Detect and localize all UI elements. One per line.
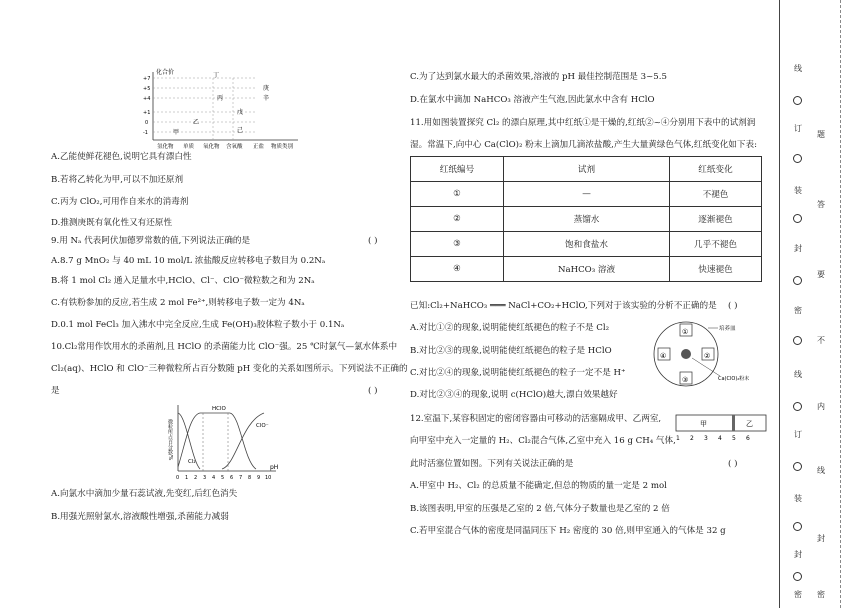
q12-line-1: 12.室温下,某容积固定的密闭容器由可移动的活塞隔成甲、乙两室,: [410, 414, 662, 424]
gutter-circle: [793, 572, 802, 581]
q9-option-b: B.将 1 mol Cl₂ 通入足量水中,HClO、Cl⁻、ClO⁻微粒数之和为 2Nₐ: [51, 276, 315, 286]
gutter-circle: [793, 462, 802, 471]
q11-known: 已知:Cl₂+NaHCO₃ ═══ NaCl+CO₂+HClO,下列对于该实验的分析不正确的是: [410, 301, 717, 311]
q11-option-a: A.对比①②的现象,说明能使红纸褪色的粒子不是 Cl₂: [410, 323, 610, 333]
gutter-char: 线: [794, 370, 802, 379]
q11-paren: ( ): [728, 301, 738, 311]
table-row: [411, 207, 762, 232]
fig2-label-hclo: HClO: [212, 406, 226, 412]
q9-paren: ( ): [368, 236, 378, 246]
fig2-xtick: 6: [230, 475, 234, 481]
q9-option-c: C.有铁粉参加的反应,若生成 2 mol Fe²⁺,则转移电子数一定为 4Nₐ: [51, 298, 305, 308]
q11-option-c: C.对比②④的现象,说明能使红纸褪色的粒子一定不是 H⁺: [410, 368, 626, 378]
gutter-char: 订: [794, 124, 802, 133]
fig2-xtick: 0: [176, 475, 180, 481]
fig1-xtick: 单质: [183, 144, 195, 150]
fig2-xtick: 8: [248, 475, 252, 481]
table-cell: ③: [411, 232, 504, 257]
fig1-ylabel: 化合价: [156, 69, 175, 76]
piston-container-figure: [674, 413, 774, 443]
table-cell: 逐渐褪色: [670, 207, 762, 232]
q10-line-3: 是: [51, 386, 60, 396]
table-cell: 蒸馏水: [504, 207, 670, 232]
gutter-circle: [793, 214, 802, 223]
table-header-row: [411, 157, 762, 182]
gutter-char: 订: [794, 430, 802, 439]
q10-option-b: B.用强光照射氯水,溶液酸性增强,杀菌能力减弱: [51, 512, 229, 522]
fig2-ylabel: 微粒所占百分数/%: [167, 419, 173, 461]
paper-4: ④: [660, 352, 667, 360]
gutter-char: 线: [817, 466, 825, 475]
fig4-tick: 5: [732, 435, 736, 442]
gutter-char: 装: [794, 186, 802, 195]
fig4-tick: 6: [746, 435, 750, 442]
fig2-xlabel: pH: [270, 464, 279, 471]
fig1-label: 庚: [263, 85, 270, 92]
fig4-tick: 3: [704, 435, 708, 442]
fig1-label: 甲: [173, 129, 180, 136]
q12-option-b: B.该图表明,甲室的压强是乙室的 2 倍,气体分子数量也是乙室的 2 倍: [410, 504, 670, 514]
q11-line-2: 湿。常温下,向中心 Ca(ClO)₂ 粉末上滴加几滴浓盐酸,产生大量黄绿色气体,红纸变化如下表:: [410, 140, 757, 150]
gutter-circle: [793, 336, 802, 345]
gutter-char: 密: [794, 590, 802, 599]
q10-line-2: Cl₂(aq)、HClO 和 ClO⁻三种微粒所占百分数随 pH 变化的关系如图所示。下列说法不正确的: [51, 364, 408, 374]
q10-paren: ( ): [368, 386, 378, 396]
q12-option-a: A.甲室中 H₂、Cl₂ 的总质量不能确定,但总的物质的量一定是 2 mol: [410, 481, 667, 491]
fig4-tick: 4: [718, 435, 722, 442]
fig1-ytick: +4: [143, 96, 151, 102]
paper-3: ③: [682, 376, 689, 384]
gutter-char: 线: [794, 64, 802, 73]
fig2-xtick: 10: [265, 475, 272, 481]
q10-option-a: A.向氯水中滴加少量石蕊试液,先变红,后红色消失: [51, 489, 238, 499]
fig1-ytick: 0: [145, 120, 149, 126]
table-cell: 几乎不褪色: [670, 232, 762, 257]
q8-option-c: C.丙为 ClO₂,可用作自来水的消毒剂: [51, 197, 189, 207]
fig2-xtick: 3: [203, 475, 207, 481]
gutter-circle: [793, 402, 802, 411]
gutter-circle: [793, 154, 802, 163]
red-paper-table: [410, 156, 762, 282]
table-cell: NaHCO₃ 溶液: [504, 257, 670, 282]
fig2-label-cl2: Cl₂: [188, 459, 196, 465]
fig2-label-clo: ClO⁻: [256, 423, 269, 429]
fig4-tick: 1: [676, 435, 680, 442]
table-cell: 快速褪色: [670, 257, 762, 282]
gutter-char: 密: [817, 590, 825, 599]
gutter-border: [779, 0, 780, 608]
fig2-xtick: 5: [221, 475, 225, 481]
table-cell: ④: [411, 257, 504, 282]
table-cell: 不褪色: [670, 182, 762, 207]
q12-paren: ( ): [728, 459, 738, 469]
fig1-xtick: 氧化物: [203, 144, 220, 150]
table-cell: —: [504, 182, 670, 207]
ph-distribution-figure: [160, 401, 280, 483]
fig1-label: 乙: [193, 119, 200, 126]
fig1-label: 戊: [237, 109, 244, 116]
q12-line-3: 此时活塞位置如图。下列有关说法正确的是: [410, 459, 574, 469]
petri-dish-figure: [652, 320, 768, 392]
fig1-xtick: 物质类别: [271, 144, 294, 150]
q12-line-2: 向甲室中充入一定量的 H₂、Cl₂混合气体,乙室中充入 16 g CH₄ 气体,: [410, 436, 676, 446]
table-header: 红纸变化: [670, 157, 762, 182]
table-cell: 饱和食盐水: [504, 232, 670, 257]
q9-option-d: D.0.1 mol FeCl₃ 加入沸水中完全反应,生成 Fe(OH)₃胶体粒子数小于 0.1Nₐ: [51, 320, 345, 330]
gutter-circle: [793, 96, 802, 105]
gutter-char: 要: [817, 270, 825, 279]
q9-stem: 9.用 Nₐ 代表阿伏加德罗常数的值,下列说法正确的是: [51, 236, 251, 246]
q10-line-1: 10.Cl₂常用作饮用水的杀菌剂,且 HClO 的杀菌能力比 ClO⁻强。25 ℃时氯气—氯水体系中: [51, 342, 398, 352]
gutter-char: 不: [817, 336, 825, 345]
fig1-ytick: -1: [143, 130, 148, 136]
gutter-circle: [793, 522, 802, 531]
fig2-xtick: 7: [239, 475, 243, 481]
valence-class-diagram: [143, 68, 303, 150]
fig1-ytick: +7: [143, 76, 151, 82]
gutter-char: 题: [817, 130, 825, 139]
fig2-xtick: 4: [212, 475, 216, 481]
fig1-ytick: +5: [143, 86, 151, 92]
gutter-char: 答: [817, 200, 825, 209]
table-cell: ①: [411, 182, 504, 207]
gutter-char: 封: [794, 550, 802, 559]
q8-option-a: A.乙能使鲜花褪色,说明它具有漂白性: [51, 152, 192, 162]
fig1-xtick: 氢化物: [157, 144, 174, 150]
fig1-label: 丁: [213, 72, 220, 79]
q8-option-d: D.推测庚既有氧化性又有还原性: [51, 218, 173, 228]
fig1-ytick: +1: [143, 110, 151, 116]
fig2-xtick: 2: [194, 475, 198, 481]
q11-line-1: 11.用如图装置探究 Cl₂ 的漂白原理,其中红纸①是干燥的,红纸②~④分别用下表中的试剂润: [410, 118, 756, 128]
table-row: [411, 232, 762, 257]
fig1-label: 辛: [263, 95, 270, 102]
table-header: 试剂: [504, 157, 670, 182]
fig4-tick: 2: [690, 435, 694, 442]
table-row: [411, 182, 762, 207]
gutter-circle: [793, 276, 802, 285]
chamber-jia: 甲: [700, 420, 707, 428]
gutter-char: 封: [794, 244, 802, 253]
fig1-label: 丙: [217, 95, 224, 102]
q11-option-b: B.对比②③的现象,说明能使红纸褪色的粒子是 HClO: [410, 346, 612, 356]
fig1-label: 己: [237, 127, 244, 134]
q12-option-c: C.若甲室混合气体的密度是同温同压下 H₂ 密度的 30 倍,则甲室通入的气体是 32 g: [410, 526, 726, 536]
gutter-dashed-border: [840, 0, 841, 608]
fig1-xtick: 含氧酸: [226, 144, 243, 150]
table-row: [411, 257, 762, 282]
gutter-char: 内: [817, 402, 825, 411]
q9-option-a: A.8.7 g MnO₂ 与 40 mL 10 mol/L 浓盐酸反应转移电子数目为 0.2Nₐ: [51, 256, 326, 266]
q8-option-b: B.若将乙转化为甲,可以不加还原剂: [51, 175, 184, 185]
fig2-xtick: 1: [185, 475, 189, 481]
powder-label: Ca(ClO)₂粉末: [718, 376, 750, 382]
paper-2: ②: [704, 352, 711, 360]
q11-option-d: D.对比②③④的现象,说明 c(HClO)越大,漂白效果越好: [410, 390, 618, 400]
fig1-xtick: 正盐: [253, 144, 265, 150]
fig2-xtick: 9: [257, 475, 261, 481]
table-cell: ②: [411, 207, 504, 232]
dish-label: 培养皿: [719, 326, 736, 332]
q10-option-c: C.为了达到氯水最大的杀菌效果,溶液的 pH 最佳控制范围是 3~5.5: [410, 72, 667, 82]
chamber-yi: 乙: [746, 420, 753, 428]
gutter-char: 密: [794, 306, 802, 315]
paper-1: ①: [682, 328, 689, 336]
q10-option-d: D.在氯水中滴加 NaHCO₃ 溶液产生气泡,因此氯水中含有 HClO: [410, 95, 655, 105]
gutter-char: 装: [794, 494, 802, 503]
gutter-char: 封: [817, 534, 825, 543]
table-header: 红纸编号: [411, 157, 504, 182]
